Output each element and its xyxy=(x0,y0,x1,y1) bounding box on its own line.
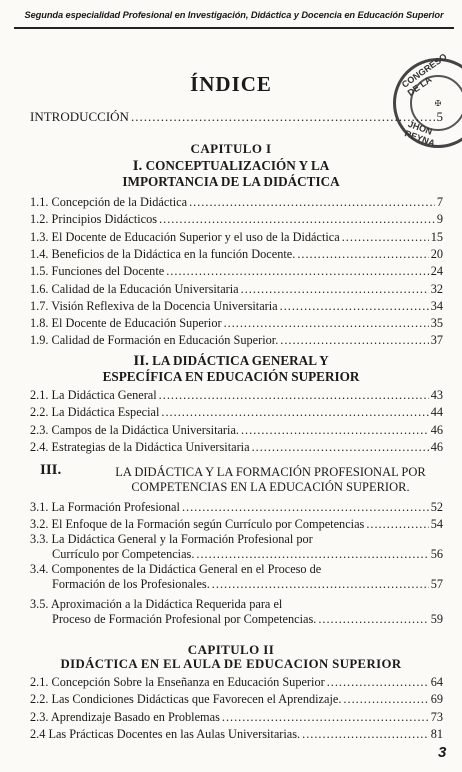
toc-entry-page: 15 xyxy=(430,229,443,244)
toc-entry[interactable] xyxy=(30,247,443,261)
leader-dots xyxy=(182,500,429,514)
toc-entry-page: 56 xyxy=(430,546,443,561)
toc-entry-page: 64 xyxy=(430,675,443,689)
toc-entry-intro[interactable] xyxy=(30,110,443,124)
toc-entry-label: 3.1. La Formación Profesional xyxy=(30,500,180,514)
toc-entry-page: 24 xyxy=(430,264,443,279)
toc-entry[interactable] xyxy=(30,405,443,419)
section-title-line2: ESPECÍFICA EN EDUCACIÓN SUPERIOR xyxy=(102,369,360,384)
toc-entry-page: 37 xyxy=(430,333,443,348)
section-title-line1: CONCEPTUALIZACIÓN Y LA xyxy=(145,158,330,173)
leader-dots xyxy=(159,212,435,226)
toc-entry-label: 2.3. Aprendizaje Basado en Problemas xyxy=(30,709,220,724)
toc-entry-page: 54 xyxy=(430,517,443,532)
toc-entry-page: 34 xyxy=(430,298,443,313)
leader-dots xyxy=(166,264,428,278)
toc-entry-label-line1: 3.3. La Didáctica General y la Formación Profesional por xyxy=(30,532,313,546)
toc-entry-label: 2.2. La Didáctica Especial xyxy=(30,405,160,420)
toc-entry-multiline[interactable] xyxy=(30,597,443,626)
toc-entry-page: 73 xyxy=(430,709,443,724)
toc-entry-label: INTRODUCCIÓN xyxy=(30,110,129,124)
section-number: I. xyxy=(132,158,143,174)
toc-entry-page: 7 xyxy=(436,195,443,209)
section-number: III. xyxy=(40,462,62,478)
toc-entry[interactable] xyxy=(30,727,443,741)
section-heading-3 xyxy=(40,462,455,495)
toc-entry[interactable] xyxy=(30,423,443,437)
leader-dots xyxy=(302,727,429,741)
chapter-heading: CAPITULO II xyxy=(187,642,275,657)
chapter-title: DIDÁCTICA EN EL AULA DE EDUCACION SUPERIOR xyxy=(60,657,402,671)
leader-dots xyxy=(189,195,435,209)
leader-dots xyxy=(224,316,429,330)
toc-entry-page: 20 xyxy=(430,246,443,261)
toc-entry-page: 81 xyxy=(430,726,443,741)
toc-entry[interactable] xyxy=(30,388,443,402)
toc-entry-line2 xyxy=(30,577,443,592)
leader-dots xyxy=(196,547,428,562)
toc-entry-line2 xyxy=(30,547,443,562)
leader-dots xyxy=(241,423,429,437)
header-rule xyxy=(14,27,454,29)
leader-dots xyxy=(280,299,429,313)
toc-entry-label: 1.3. El Docente de Educación Superior y el uso de la Didáctica xyxy=(30,229,340,244)
toc-entry-page: 52 xyxy=(430,500,443,514)
toc-entry-label-line2: Formación de los Profesionales. xyxy=(52,576,210,591)
toc-entry-page: 5 xyxy=(436,110,443,124)
toc-entry[interactable] xyxy=(30,500,443,514)
leader-dots xyxy=(366,517,428,531)
toc-entry[interactable] xyxy=(30,675,443,689)
leader-dots xyxy=(342,230,429,244)
toc-entry[interactable] xyxy=(30,333,443,347)
toc-entry-label: 1.9. Calidad de Formación en Educación Superior. xyxy=(30,333,279,348)
toc-entry-page: 35 xyxy=(430,316,443,331)
toc-entry-label-line1: 3.4. Componentes de la Didáctica General en el Proceso de xyxy=(30,562,322,576)
section-title-line2: COMPETENCIAS EN LA EDUCACIÓN SUPERIOR. xyxy=(131,480,410,494)
toc-entry-label: 1.7. Visión Reflexiva de la Docencia Universitaria xyxy=(30,298,278,313)
toc-entry-label-line2: Proceso de Formación Profesional por Competencias. xyxy=(52,611,317,626)
toc-entry-label: 2.1. La Didáctica General xyxy=(30,388,157,402)
leader-dots xyxy=(131,110,435,124)
toc-entry[interactable] xyxy=(30,316,443,330)
toc-entry-multiline[interactable] xyxy=(30,532,443,561)
toc-entry-label-line2: Currículo por Competencias. xyxy=(52,546,195,561)
toc-entry[interactable] xyxy=(30,230,443,244)
section-title-line2: IMPORTANCIA DE LA DIDÁCTICA xyxy=(122,174,340,189)
toc-entry[interactable] xyxy=(30,299,443,313)
toc-entry-page: 59 xyxy=(430,611,443,626)
leader-dots xyxy=(212,577,429,592)
toc-entry-label: 2.3. Campos de la Didáctica Universitaria. xyxy=(30,422,239,437)
toc-entry-multiline[interactable] xyxy=(30,562,443,591)
leader-dots xyxy=(252,440,429,454)
running-header: Segunda especialidad Profesional en Investigación, Didáctica y Docencia en Educación Superior xyxy=(24,10,444,20)
toc-entry-label: 1.5. Funciones del Docente xyxy=(30,264,165,279)
toc-entry-page: 57 xyxy=(430,576,443,591)
toc-entry-label: 1.6. Calidad de la Educación Universitaria xyxy=(30,281,239,296)
toc-entry-label-line1: 3.5. Aproximación a la Didáctica Requerida para el xyxy=(30,597,283,611)
toc-entry[interactable] xyxy=(30,282,443,296)
toc-entry-page: 9 xyxy=(436,212,443,227)
toc-entry-label: 3.2. El Enfoque de la Formación según Currículo por Competencias xyxy=(30,517,365,532)
section-title-line1: LA DIDÁCTICA Y LA FORMACIÓN PROFESIONAL POR xyxy=(115,465,426,479)
leader-dots xyxy=(241,282,429,296)
leader-dots xyxy=(222,710,429,724)
toc-entry-label: 2.4. Estrategias de la Didáctica Universitaria xyxy=(30,439,250,454)
toc-entry-label: 2.1. Concepción Sobre la Enseñanza en Educación Superior xyxy=(30,675,325,689)
toc-entry[interactable] xyxy=(30,440,443,454)
page-number: 3 xyxy=(438,744,447,761)
page-title: ÍNDICE xyxy=(190,72,272,96)
stamp-text-top: CONGRESO DE LA xyxy=(399,51,449,98)
toc-entry[interactable] xyxy=(30,710,443,724)
toc-entry-label: 2.4 Las Prácticas Docentes en las Aulas Universitarias. xyxy=(30,726,301,741)
leader-dots xyxy=(343,692,428,706)
toc-entry[interactable] xyxy=(30,517,443,531)
leader-dots xyxy=(318,612,428,627)
toc-entry-page: 43 xyxy=(430,388,443,402)
toc-entry-label: 1.2. Principios Didácticos xyxy=(30,212,158,227)
toc-entry[interactable] xyxy=(30,195,443,209)
toc-entry[interactable] xyxy=(30,212,443,226)
toc-entry-page: 44 xyxy=(430,405,443,420)
leader-dots xyxy=(327,675,429,689)
toc-entry-page: 46 xyxy=(430,439,443,454)
toc-entry-label: 1.8. El Docente de Educación Superior xyxy=(30,316,222,331)
leader-dots xyxy=(280,333,428,347)
leader-dots xyxy=(159,388,429,402)
toc-entry[interactable] xyxy=(30,264,443,278)
toc-entry[interactable] xyxy=(30,692,443,706)
toc-entry-label: 2.2. Las Condiciones Didácticas que Favorecen el Aprendizaje. xyxy=(30,692,342,707)
section-title-line1: LA DIDÁCTICA GENERAL Y xyxy=(152,353,329,368)
toc-entry-page: 69 xyxy=(430,692,443,707)
seal-emblem-icon: ✠ xyxy=(410,75,462,131)
section-heading-2 xyxy=(0,353,462,385)
leader-dots xyxy=(161,405,428,419)
section-number: II. xyxy=(133,353,149,369)
section-heading-1 xyxy=(0,158,462,190)
stamp-text-bottom: JHON REYNA xyxy=(403,118,437,149)
toc-entry-page: 32 xyxy=(430,281,443,296)
toc-entry-label: 1.4. Beneficios de la Didáctica en la función Docente. xyxy=(30,246,296,261)
leader-dots xyxy=(297,247,428,261)
toc-entry-page: 46 xyxy=(430,422,443,437)
toc-entry-line2 xyxy=(30,612,443,627)
chapter-heading: CAPITULO I xyxy=(190,141,272,156)
toc-entry-label: 1.1. Concepción de la Didáctica xyxy=(30,195,188,209)
